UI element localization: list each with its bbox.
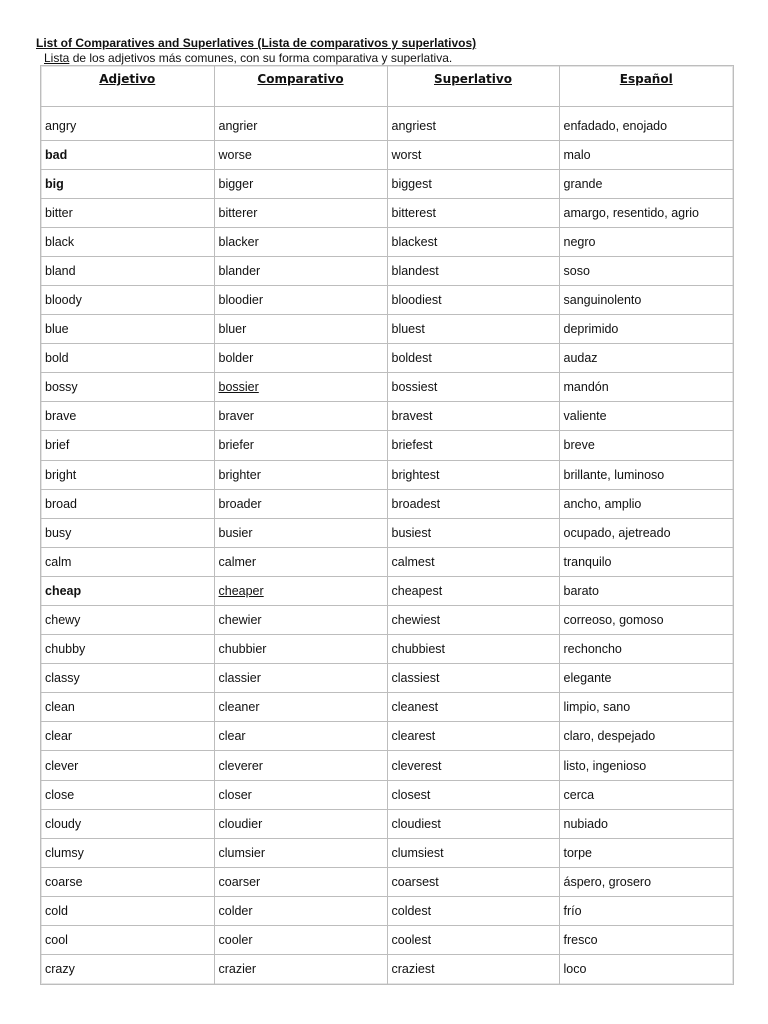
cell-comparativo: bolder [214, 344, 387, 373]
header-espanol: Español [559, 66, 733, 106]
cell-adjetivo: brief [41, 431, 214, 460]
table-row [41, 896, 733, 925]
table-row [41, 576, 733, 605]
cell-adjetivo: cheap [41, 576, 214, 605]
cell-espanol: malo [559, 140, 733, 169]
cell-comparativo: cheaper [214, 576, 387, 605]
cell-adjetivo: clever [41, 751, 214, 780]
cell-espanol: fresco [559, 926, 733, 955]
cell-espanol: listo, ingenioso [559, 751, 733, 780]
cell-superlativo: coolest [387, 926, 559, 955]
cell-comparativo: crazier [214, 955, 387, 984]
header-adjetivo: Adjetivo [41, 66, 214, 106]
cell-comparativo: clear [214, 722, 387, 751]
cell-espanol: claro, despejado [559, 722, 733, 751]
cell-superlativo: brightest [387, 460, 559, 489]
cell-superlativo: chewiest [387, 606, 559, 635]
cell-adjetivo: angry [41, 106, 214, 140]
cell-adjetivo: brave [41, 402, 214, 431]
cell-comparativo: braver [214, 402, 387, 431]
cell-comparativo: brighter [214, 460, 387, 489]
cell-comparativo: blacker [214, 227, 387, 256]
cell-espanol: soso [559, 256, 733, 285]
table-row [41, 256, 733, 285]
cell-adjetivo: bossy [41, 373, 214, 402]
table-row [41, 402, 733, 431]
table-body [41, 106, 733, 984]
table-row [41, 867, 733, 896]
cell-comparativo: clumsier [214, 838, 387, 867]
cell-superlativo: bossiest [387, 373, 559, 402]
cell-adjetivo: bland [41, 256, 214, 285]
cell-espanol: deprimido [559, 315, 733, 344]
cell-adjetivo: calm [41, 547, 214, 576]
cell-espanol: correoso, gomoso [559, 606, 733, 635]
cell-comparativo: angrier [214, 106, 387, 140]
table-header-row [41, 66, 733, 106]
header-comparativo: Comparativo [214, 66, 387, 106]
cell-superlativo: coldest [387, 896, 559, 925]
cell-comparativo: bloodier [214, 285, 387, 314]
cell-adjetivo: broad [41, 489, 214, 518]
cell-superlativo: cleverest [387, 751, 559, 780]
cell-comparativo: cloudier [214, 809, 387, 838]
cell-adjetivo: bad [41, 140, 214, 169]
table-row [41, 722, 733, 751]
cell-superlativo: cheapest [387, 576, 559, 605]
cell-comparativo: bigger [214, 169, 387, 198]
table-row [41, 780, 733, 809]
cell-espanol: cerca [559, 780, 733, 809]
cell-adjetivo: clear [41, 722, 214, 751]
word-table-container [40, 65, 734, 985]
cell-adjetivo: bright [41, 460, 214, 489]
cell-comparativo: closer [214, 780, 387, 809]
cell-superlativo: clearest [387, 722, 559, 751]
cell-espanol: loco [563, 962, 587, 977]
cell-superlativo: chubbiest [387, 635, 559, 664]
header-superlativo: Superlativo [387, 66, 559, 106]
cell-adjetivo: chewy [41, 606, 214, 635]
cell-superlativo: briefest [387, 431, 559, 460]
cell-adjetivo: black [41, 227, 214, 256]
cell-adjetivo: busy [41, 518, 214, 547]
cell-superlativo: closest [387, 780, 559, 809]
cell-espanol: tranquilo [559, 547, 733, 576]
cell-superlativo: worst [387, 140, 559, 169]
cell-adjetivo: cold [41, 896, 214, 925]
cell-adjetivo: clumsy [41, 838, 214, 867]
cell-comparativo: bossier [214, 373, 387, 402]
cell-comparativo: worse [214, 140, 387, 169]
table-row [41, 518, 733, 547]
cell-adjetivo: coarse [41, 867, 214, 896]
cell-adjetivo: classy [41, 664, 214, 693]
cell-comparativo: bitterer [214, 198, 387, 227]
cell-espanol: mandón [559, 373, 733, 402]
table-row [41, 664, 733, 693]
table-row [41, 809, 733, 838]
cell-espanol: valiente [559, 402, 733, 431]
cell-adjetivo: cloudy [41, 809, 214, 838]
table-row [41, 926, 733, 955]
cell-espanol: breve [559, 431, 733, 460]
cell-espanol: enfadado, enojado [559, 106, 733, 140]
document-subtitle [44, 51, 452, 65]
table-row [41, 751, 733, 780]
table-row [41, 635, 733, 664]
table-row [41, 169, 733, 198]
cell-comparativo: bluer [214, 315, 387, 344]
cell-comparativo: classier [214, 664, 387, 693]
cell-superlativo: calmest [387, 547, 559, 576]
table-row [41, 315, 733, 344]
cell-superlativo: cleanest [387, 693, 559, 722]
cell-adjetivo: bold [41, 344, 214, 373]
cell-comparativo: chubbier [214, 635, 387, 664]
cell-superlativo: boldest [387, 344, 559, 373]
cell-comparativo: coarser [214, 867, 387, 896]
cell-comparativo: colder [214, 896, 387, 925]
cell-espanol: torpe [559, 838, 733, 867]
cell-comparativo: cleaner [214, 693, 387, 722]
cell-espanol: barato [559, 576, 733, 605]
table-row [41, 227, 733, 256]
cell-superlativo: biggest [387, 169, 559, 198]
cell-espanol: áspero, grosero [559, 867, 733, 896]
cell-superlativo: bloodiest [387, 285, 559, 314]
cell-adjetivo: chubby [41, 635, 214, 664]
table-row [41, 344, 733, 373]
cell-espanol: frío [559, 896, 733, 925]
cell-comparativo: cleverer [214, 751, 387, 780]
table-row [41, 373, 733, 402]
cell-comparativo: chewier [214, 606, 387, 635]
cell-superlativo: blackest [387, 227, 559, 256]
subtitle-rest: de los adjetivos más comunes, con su forma comparativa y superlativa. [69, 51, 453, 65]
cell-superlativo: cloudiest [387, 809, 559, 838]
cell-adjetivo: crazy [41, 955, 214, 984]
subtitle-underlined-word: Lista [44, 51, 70, 65]
table-row [41, 693, 733, 722]
cell-superlativo: bitterest [387, 198, 559, 227]
cell-superlativo: clumsiest [387, 838, 559, 867]
cell-espanol: ocupado, ajetreado [559, 518, 733, 547]
cell-espanol: audaz [559, 344, 733, 373]
cell-adjetivo: cool [41, 926, 214, 955]
table-row [41, 106, 733, 140]
cell-espanol: negro [559, 227, 733, 256]
table-row [41, 460, 733, 489]
cell-comparativo: blander [214, 256, 387, 285]
table-row [41, 838, 733, 867]
cell-adjetivo: blue [41, 315, 214, 344]
cell-comparativo: busier [214, 518, 387, 547]
cell-espanol: elegante [559, 664, 733, 693]
cell-adjetivo: close [41, 780, 214, 809]
cell-espanol: nubiado [559, 809, 733, 838]
table-row [41, 140, 733, 169]
cell-superlativo: blandest [387, 256, 559, 285]
cell-adjetivo: bloody [41, 285, 214, 314]
cell-espanol: grande [559, 169, 733, 198]
table-row [41, 489, 733, 518]
cell-espanol: limpio, sano [559, 693, 733, 722]
table-row [41, 606, 733, 635]
cell-superlativo: broadest [387, 489, 559, 518]
cell-espanol: brillante, luminoso [559, 460, 733, 489]
cell-comparativo: briefer [214, 431, 387, 460]
cell-superlativo: classiest [387, 664, 559, 693]
cell-superlativo: angriest [387, 106, 559, 140]
cell-adjetivo: clean [41, 693, 214, 722]
cell-superlativo: coarsest [387, 867, 559, 896]
cell-adjetivo: big [41, 169, 214, 198]
word-table [41, 66, 733, 984]
cell-comparativo: broader [214, 489, 387, 518]
cell-espanol: ancho, amplio [559, 489, 733, 518]
cell-superlativo: bravest [387, 402, 559, 431]
cell-comparativo: calmer [214, 547, 387, 576]
table-row [41, 198, 733, 227]
table-row [41, 431, 733, 460]
cell-espanol: sanguinolento [559, 285, 733, 314]
cell-adjetivo: bitter [41, 198, 214, 227]
cell-superlativo: craziest [387, 955, 559, 984]
table-row [41, 955, 733, 984]
cell-comparativo: cooler [214, 926, 387, 955]
cell-superlativo: bluest [387, 315, 559, 344]
table-row [41, 285, 733, 314]
cell-espanol: rechoncho [559, 635, 733, 664]
document-title: List of Comparatives and Superlatives (Lista de comparativos y superlativos) [36, 36, 477, 50]
cell-espanol: amargo, resentido, agrio [559, 198, 733, 227]
cell-superlativo: busiest [387, 518, 559, 547]
table-row [41, 547, 733, 576]
